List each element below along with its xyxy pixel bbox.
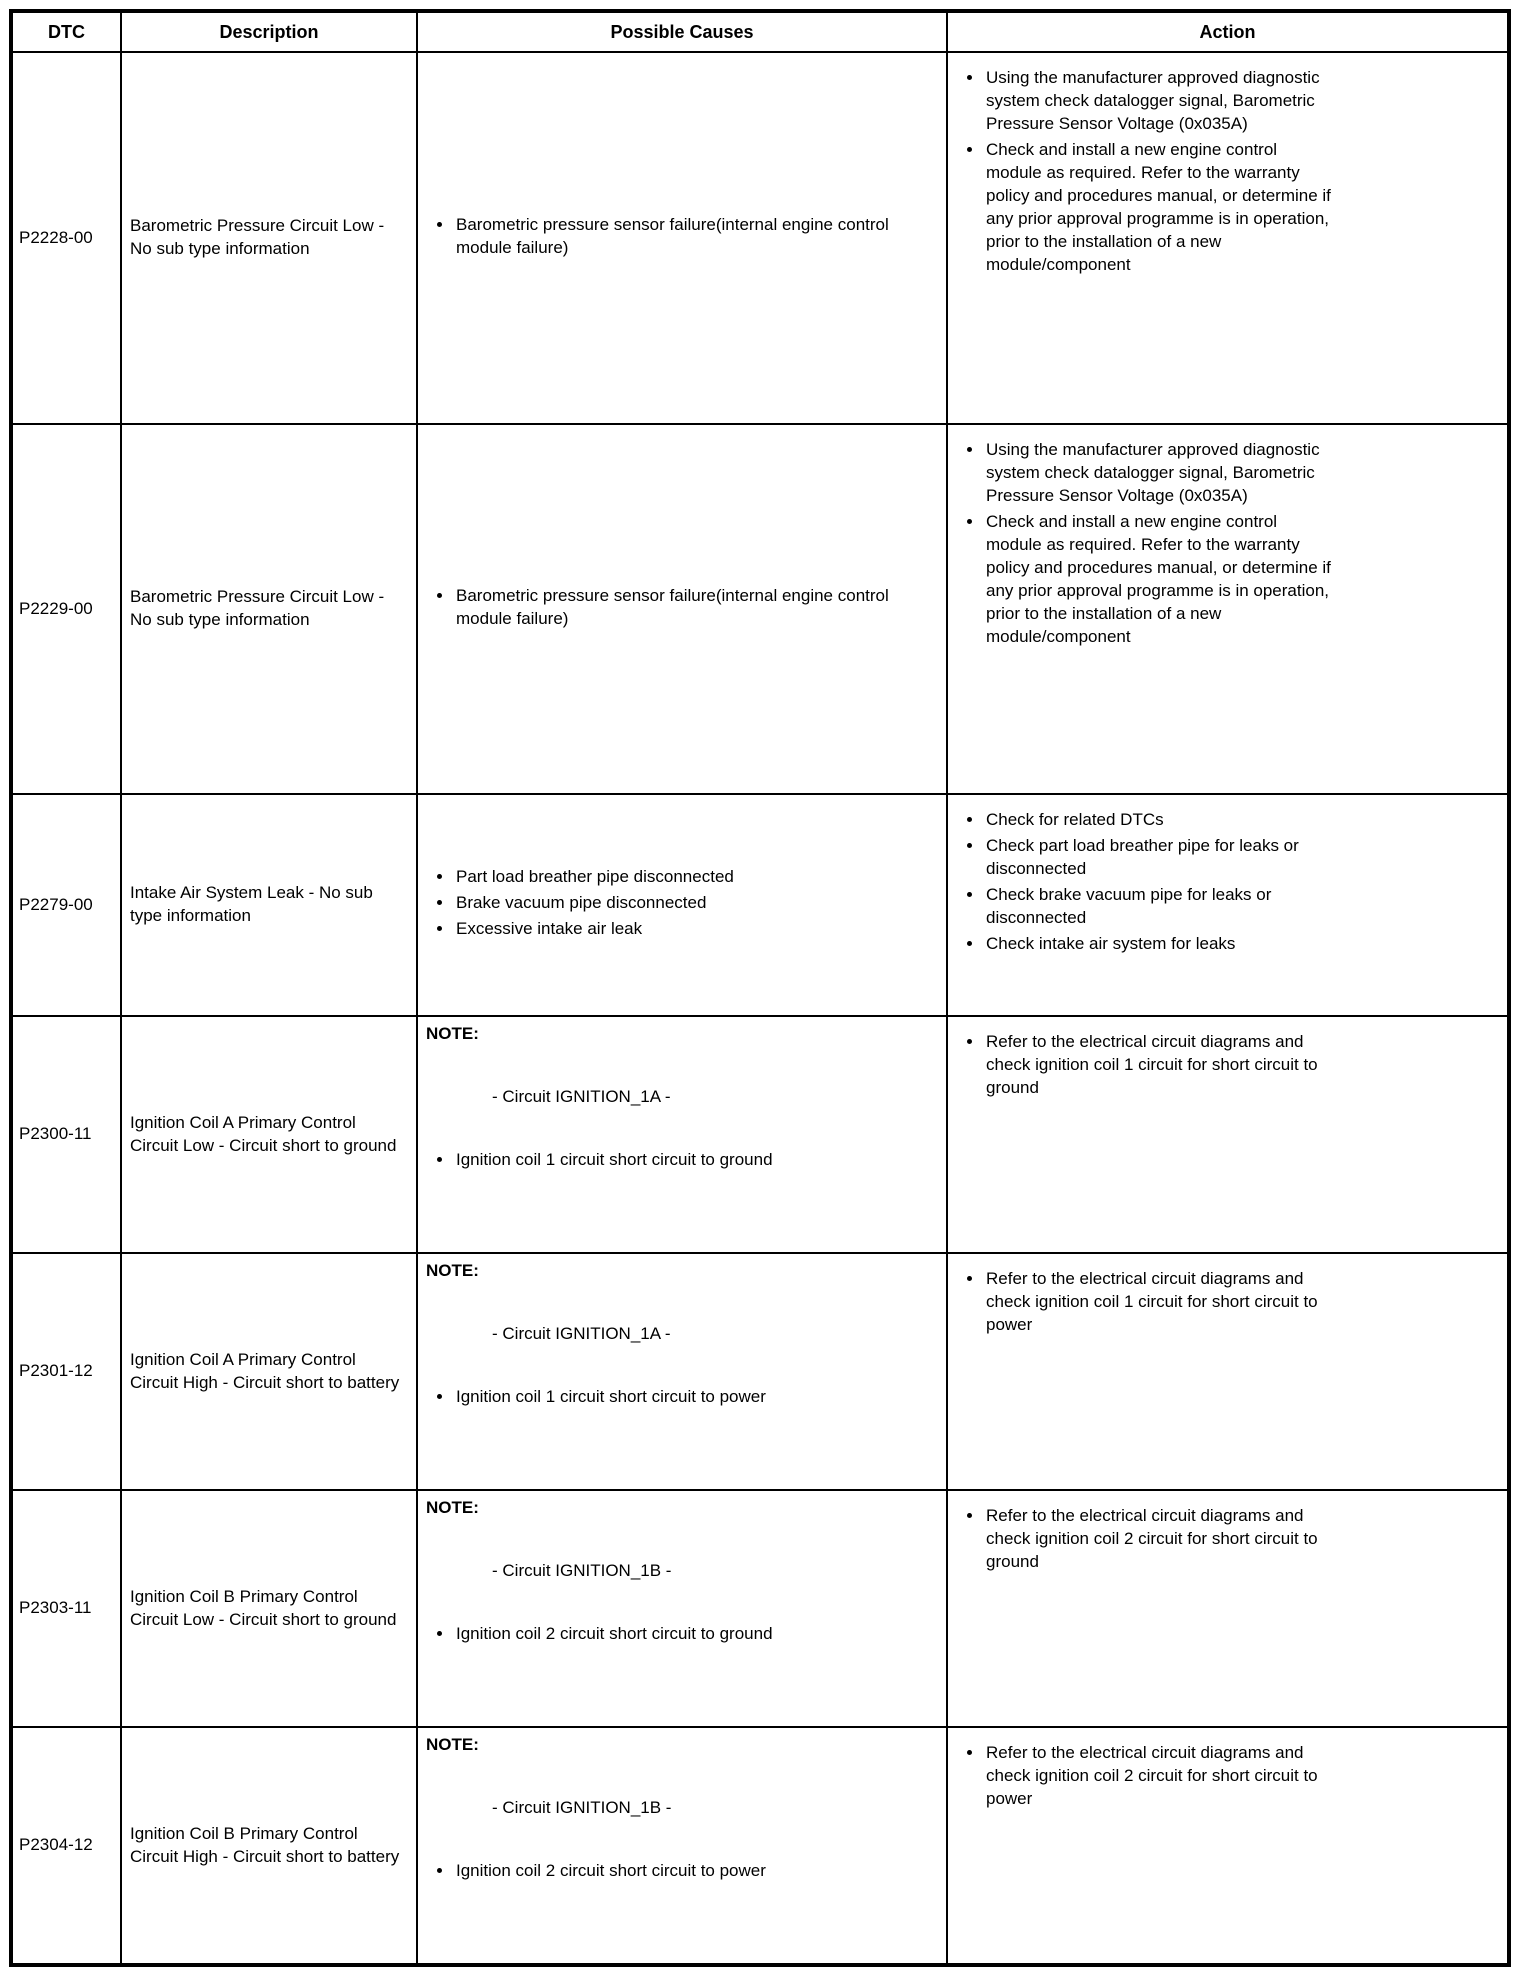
dtc-code-cell: P2304-12 bbox=[11, 1727, 121, 1965]
cause-item: • Barometric pressure sensor failure(internal engine control module failure) bbox=[454, 585, 938, 631]
action-item: • Refer to the electrical circuit diagrams and check ignition coil 1 circuit for short circuit to power bbox=[984, 1268, 1334, 1337]
action-item: • Check brake vacuum pipe for leaks or disconnected bbox=[984, 884, 1334, 930]
note-circuit-text: - Circuit IGNITION_1A - bbox=[492, 1086, 671, 1106]
action-cell bbox=[947, 52, 1509, 424]
actions-list bbox=[956, 1268, 1334, 1337]
causes-list bbox=[426, 1149, 938, 1172]
causes-list bbox=[426, 1623, 938, 1646]
table-row bbox=[11, 52, 1509, 424]
table-body bbox=[11, 52, 1509, 1965]
causes-list bbox=[426, 214, 938, 260]
action-item: • Check part load breather pipe for leaks or disconnected bbox=[984, 835, 1334, 881]
dtc-description-cell: Barometric Pressure Circuit Low - No sub type information bbox=[121, 52, 417, 424]
dtc-code-cell: P2300-11 bbox=[11, 1016, 121, 1253]
action-item: • Refer to the electrical circuit diagrams and check ignition coil 2 circuit for short circuit to ground bbox=[984, 1505, 1334, 1574]
cause-item: • Ignition coil 1 circuit short circuit to ground bbox=[454, 1149, 938, 1172]
action-item: • Check for related DTCs bbox=[984, 809, 1334, 832]
dtc-description-cell: Ignition Coil B Primary Control Circuit Low - Circuit short to ground bbox=[121, 1490, 417, 1727]
note-label: NOTE: bbox=[426, 1498, 479, 1517]
action-item: • Check and install a new engine control module as required. Refer to the warranty policy and procedures manual, or determine if any prior approval programme is in operation, prior to the installation of a new module/component bbox=[984, 511, 1334, 649]
action-cell bbox=[947, 1727, 1509, 1965]
cause-item: • Barometric pressure sensor failure(internal engine control module failure) bbox=[454, 214, 938, 260]
dtc-code-cell: P2303-11 bbox=[11, 1490, 121, 1727]
possible-causes-cell bbox=[417, 1016, 947, 1253]
possible-causes-cell bbox=[417, 1490, 947, 1727]
action-item: • Refer to the electrical circuit diagrams and check ignition coil 2 circuit for short circuit to power bbox=[984, 1742, 1334, 1811]
action-item: • Check and install a new engine control module as required. Refer to the warranty policy and procedures manual, or determine if any prior approval programme is in operation, prior to the installation of a new module/component bbox=[984, 139, 1334, 277]
action-cell bbox=[947, 424, 1509, 794]
note-circuit-text: - Circuit IGNITION_1B - bbox=[492, 1797, 672, 1817]
possible-causes-cell bbox=[417, 794, 947, 1016]
action-cell bbox=[947, 1016, 1509, 1253]
actions-list bbox=[956, 1742, 1334, 1811]
dtc-description-cell: Barometric Pressure Circuit Low - No sub type information bbox=[121, 424, 417, 794]
note-circuit-text: - Circuit IGNITION_1B - bbox=[492, 1560, 672, 1580]
dtc-code-cell: P2279-00 bbox=[11, 794, 121, 1016]
causes-list bbox=[426, 1386, 938, 1409]
dtc-description-cell: Ignition Coil A Primary Control Circuit High - Circuit short to battery bbox=[121, 1253, 417, 1490]
possible-causes-cell bbox=[417, 1727, 947, 1965]
causes-list bbox=[426, 585, 938, 631]
action-cell bbox=[947, 1490, 1509, 1727]
causes-list bbox=[426, 1860, 938, 1883]
header-dtc: DTC bbox=[11, 11, 121, 52]
actions-list bbox=[956, 439, 1334, 648]
note-label: NOTE: bbox=[426, 1024, 479, 1043]
dtc-description-cell: Intake Air System Leak - No sub type information bbox=[121, 794, 417, 1016]
actions-list bbox=[956, 809, 1334, 956]
dtc-code-cell: P2228-00 bbox=[11, 52, 121, 424]
action-item: • Using the manufacturer approved diagnostic system check datalogger signal, Barometric Pressure Sensor Voltage (0x035A) bbox=[984, 67, 1334, 136]
dtc-code-cell: P2229-00 bbox=[11, 424, 121, 794]
possible-causes-cell bbox=[417, 52, 947, 424]
table-row bbox=[11, 1016, 1509, 1253]
table-row bbox=[11, 424, 1509, 794]
action-item: • Refer to the electrical circuit diagrams and check ignition coil 1 circuit for short circuit to ground bbox=[984, 1031, 1334, 1100]
note-label: NOTE: bbox=[426, 1735, 479, 1754]
dtc-table bbox=[9, 9, 1511, 1967]
actions-list bbox=[956, 67, 1334, 276]
cause-item: • Part load breather pipe disconnected bbox=[454, 866, 938, 889]
table-row bbox=[11, 1727, 1509, 1965]
cause-item: • Ignition coil 2 circuit short circuit to power bbox=[454, 1860, 938, 1883]
causes-list bbox=[426, 866, 938, 941]
table-row bbox=[11, 1253, 1509, 1490]
action-item: • Using the manufacturer approved diagnostic system check datalogger signal, Barometric Pressure Sensor Voltage (0x035A) bbox=[984, 439, 1334, 508]
actions-list bbox=[956, 1505, 1334, 1574]
cause-item: • Ignition coil 2 circuit short circuit to ground bbox=[454, 1623, 938, 1646]
table-row bbox=[11, 794, 1509, 1016]
note-circuit-text: - Circuit IGNITION_1A - bbox=[492, 1323, 671, 1343]
note-label: NOTE: bbox=[426, 1261, 479, 1280]
cause-item: • Ignition coil 1 circuit short circuit to power bbox=[454, 1386, 938, 1409]
cause-item: • Excessive intake air leak bbox=[454, 918, 938, 941]
possible-causes-cell bbox=[417, 1253, 947, 1490]
table-row bbox=[11, 1490, 1509, 1727]
header-possible-causes: Possible Causes bbox=[417, 11, 947, 52]
cause-item: • Brake vacuum pipe disconnected bbox=[454, 892, 938, 915]
action-cell bbox=[947, 794, 1509, 1016]
action-item: • Check intake air system for leaks bbox=[984, 933, 1334, 956]
header-description: Description bbox=[121, 11, 417, 52]
action-cell bbox=[947, 1253, 1509, 1490]
possible-causes-cell bbox=[417, 424, 947, 794]
dtc-description-cell: Ignition Coil A Primary Control Circuit Low - Circuit short to ground bbox=[121, 1016, 417, 1253]
dtc-description-cell: Ignition Coil B Primary Control Circuit High - Circuit short to battery bbox=[121, 1727, 417, 1965]
actions-list bbox=[956, 1031, 1334, 1100]
table-header-row bbox=[11, 11, 1509, 52]
dtc-code-cell: P2301-12 bbox=[11, 1253, 121, 1490]
header-action: Action bbox=[947, 11, 1509, 52]
